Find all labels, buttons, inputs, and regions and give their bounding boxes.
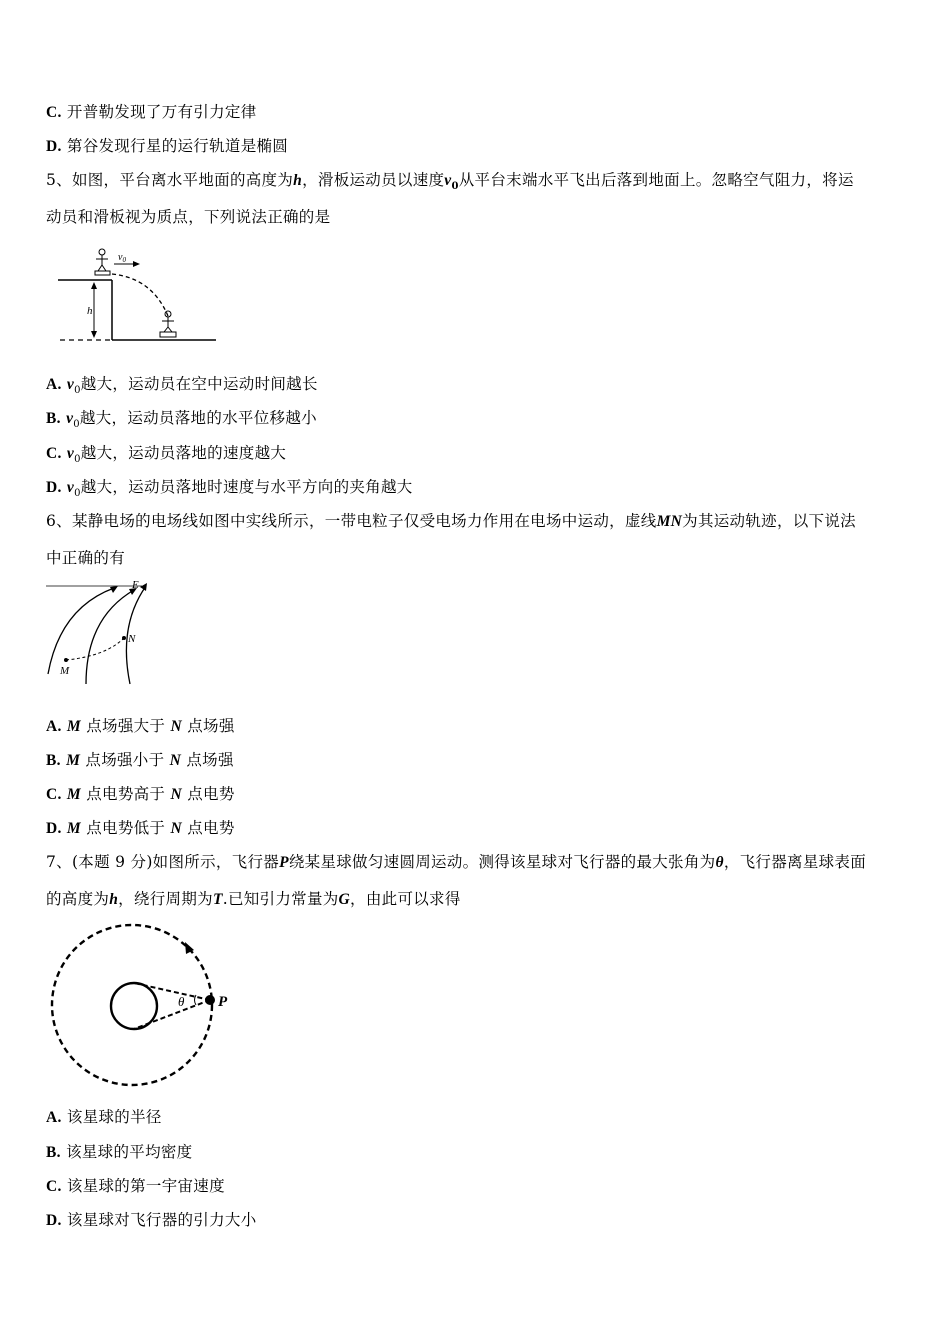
q4-option-c bbox=[46, 101, 910, 124]
option-letter: C. bbox=[46, 104, 62, 121]
var-theta: θ bbox=[715, 854, 724, 871]
option-text: 越大，运动员落地的水平位移越小 bbox=[79, 409, 317, 427]
option-text: 点电势低于 bbox=[86, 819, 166, 837]
q6-stem-line2 bbox=[46, 547, 910, 569]
q7-text: 7、(本题 9 分)如图所示，飞行器 bbox=[46, 853, 280, 871]
var-sub: 0 bbox=[73, 419, 80, 431]
theta-label: θ bbox=[178, 994, 185, 1009]
option-letter: B. bbox=[46, 410, 61, 427]
var-n: N bbox=[170, 718, 182, 735]
q5-option-b bbox=[46, 407, 910, 436]
option-text: 点场强大于 bbox=[86, 717, 166, 735]
q5-stem-line2 bbox=[46, 206, 910, 228]
var-mn: MN bbox=[656, 513, 683, 530]
option-text: 越大，运动员落地时速度与水平方向的夹角越大 bbox=[80, 478, 413, 496]
q7-option-b bbox=[46, 1141, 910, 1164]
q7-figure-svg bbox=[48, 920, 238, 1090]
option-letter: B. bbox=[46, 752, 61, 769]
velocity-label: $v_0$ bbox=[118, 252, 126, 264]
var-v: v bbox=[66, 410, 74, 427]
var-p: P bbox=[279, 854, 289, 871]
option-letter: C. bbox=[46, 786, 62, 803]
q6-figure-field-lines bbox=[42, 578, 152, 688]
option-text: 开普勒发现了万有引力定律 bbox=[66, 103, 257, 121]
q6-text: 为其运动轨迹，以下说法 bbox=[682, 512, 856, 530]
q7-option-d bbox=[46, 1209, 910, 1232]
var-n: N bbox=[170, 820, 182, 837]
option-letter: A. bbox=[46, 1109, 62, 1126]
e-label: E bbox=[132, 579, 139, 591]
q5-text: ，滑板运动员以速度 bbox=[302, 171, 445, 189]
option-letter: D. bbox=[46, 479, 62, 496]
q7-text: 绕某星球做匀速圆周运动。测得该星球对飞行器的最大张角为 bbox=[288, 853, 716, 871]
option-text: 该星球的平均密度 bbox=[66, 1143, 193, 1161]
q7-option-c bbox=[46, 1175, 910, 1198]
q5-text: 动员和滑板视为质点，下列说法正确的是 bbox=[46, 208, 331, 226]
var-v: v bbox=[444, 172, 452, 189]
var-m: M bbox=[66, 752, 81, 769]
option-text: 点电势 bbox=[187, 819, 235, 837]
q6-option-d bbox=[46, 817, 910, 840]
q6-option-c bbox=[46, 783, 910, 806]
q6-stem-line1 bbox=[46, 510, 910, 533]
var-m: M bbox=[66, 786, 81, 803]
option-letter: A. bbox=[46, 718, 62, 735]
option-letter: C. bbox=[46, 445, 62, 462]
q7-stem-line2 bbox=[46, 888, 910, 911]
var-m: M bbox=[66, 718, 81, 735]
q7-text: ，飞行器离星球表面 bbox=[723, 853, 867, 871]
var-sub: 0 bbox=[451, 181, 459, 193]
var-sub: 0 bbox=[74, 385, 81, 397]
q7-text: ，绕行周期为 bbox=[118, 890, 213, 908]
option-text: 点场强 bbox=[187, 717, 235, 735]
m-label: M bbox=[60, 665, 70, 677]
var-v: v bbox=[66, 479, 75, 496]
option-letter: D. bbox=[46, 138, 62, 155]
q4-option-d bbox=[46, 135, 910, 158]
q6-figure-svg bbox=[42, 578, 152, 688]
q5-stem-line1 bbox=[46, 169, 910, 198]
var-h: h bbox=[109, 891, 119, 908]
n-label: N bbox=[128, 633, 136, 645]
var-v: v bbox=[66, 445, 75, 462]
option-text: 越大，运动员在空中运动时间越长 bbox=[80, 375, 318, 393]
option-letter: C. bbox=[46, 1178, 62, 1195]
q6-option-a bbox=[46, 715, 910, 738]
q6-text: 6、某静电场的电场线如图中实线所示，一带电粒子仅受电场力作用在电场中运动，虚线 bbox=[46, 512, 657, 530]
var-sub: 0 bbox=[74, 454, 81, 466]
option-text: 该星球对飞行器的引力大小 bbox=[66, 1211, 257, 1229]
var-m: M bbox=[66, 820, 81, 837]
option-text: 点电势 bbox=[187, 785, 235, 803]
q7-text: 的高度为 bbox=[46, 890, 110, 908]
var-v: v bbox=[66, 376, 75, 393]
var-n: N bbox=[170, 786, 182, 803]
option-letter: A. bbox=[46, 376, 62, 393]
option-text: 该星球的半径 bbox=[66, 1108, 162, 1126]
var-g: G bbox=[338, 891, 351, 908]
q7-figure-orbit bbox=[48, 920, 238, 1090]
option-text: 越大，运动员落地的速度越大 bbox=[80, 444, 287, 462]
var-h: h bbox=[293, 172, 303, 189]
q6-option-b bbox=[46, 749, 910, 772]
q7-text: ，由此可以求得 bbox=[350, 890, 461, 908]
p-label: P bbox=[218, 994, 228, 1010]
option-text: 点场强小于 bbox=[85, 751, 165, 769]
option-text: 第谷发现行星的运行轨道是椭圆 bbox=[66, 137, 289, 155]
q5-figure-svg bbox=[52, 244, 222, 349]
option-text: 该星球的第一宇宙速度 bbox=[66, 1177, 225, 1195]
q5-text: 从平台末端水平飞出后落到地面上。忽略空气阻力，将运 bbox=[458, 171, 854, 189]
q6-text: 中正确的有 bbox=[46, 549, 126, 567]
var-sub: 0 bbox=[74, 488, 81, 500]
q5-option-a bbox=[46, 373, 910, 402]
q5-option-d bbox=[46, 476, 910, 505]
q5-text: 5、如图，平台离水平地面的高度为 bbox=[46, 171, 294, 189]
option-letter: D. bbox=[46, 820, 62, 837]
q7-option-a bbox=[46, 1106, 910, 1129]
q7-stem-line1 bbox=[46, 851, 910, 874]
var-n: N bbox=[169, 752, 182, 769]
height-label: h bbox=[87, 305, 93, 317]
q5-option-c bbox=[46, 442, 910, 471]
q5-figure-skateboard bbox=[52, 244, 222, 349]
option-letter: B. bbox=[46, 1144, 61, 1161]
option-text: 点场强 bbox=[186, 751, 234, 769]
option-letter: D. bbox=[46, 1212, 62, 1229]
var-t: T bbox=[212, 891, 223, 908]
option-text: 点电势高于 bbox=[86, 785, 166, 803]
q7-text: .已知引力常量为 bbox=[222, 890, 339, 908]
